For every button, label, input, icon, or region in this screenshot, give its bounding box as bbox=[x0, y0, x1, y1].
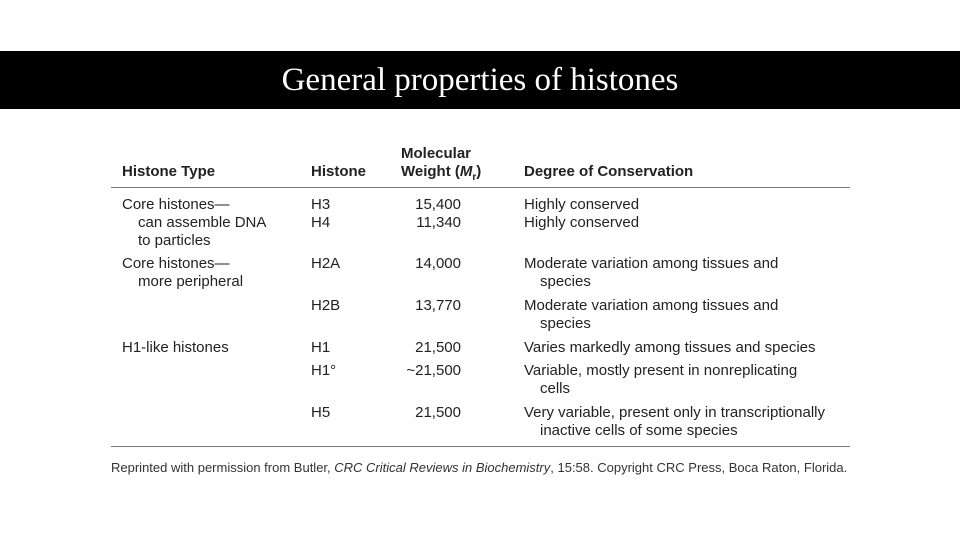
row-cons-h3: Highly conserved bbox=[524, 196, 640, 213]
row-histone-h3: H3 bbox=[311, 196, 331, 213]
row-histone-h5: H5 bbox=[311, 404, 331, 421]
row-cons-h5: Very variable, present only in transcriptionally bbox=[524, 404, 825, 421]
row-histone-h1: H1 bbox=[311, 339, 331, 356]
row-mw-h5: 21,500 bbox=[415, 404, 461, 421]
row-mw-h2a: 14,000 bbox=[415, 255, 461, 272]
group-h1like-label: H1-like histones bbox=[122, 339, 229, 356]
row-mw-h2b: 13,770 bbox=[415, 297, 461, 314]
group-peripheral-label-2: more peripheral bbox=[138, 273, 244, 290]
row-mw-h1-zero: ~21,500 bbox=[406, 362, 461, 379]
source-note: Reprinted with permission from Butler, CRC Critical Reviews in Biochemistry, 15:58. Copyright CRC Press, Boca Raton, Florida. bbox=[111, 460, 848, 475]
group-core-label-2: can assemble DNA bbox=[138, 214, 267, 231]
header-histone-type: Histone Type bbox=[122, 163, 216, 180]
row-cons-h2a: Moderate variation among tissues and bbox=[524, 255, 779, 272]
row-histone-h2b: H2B bbox=[311, 297, 341, 314]
row-cons-h4: Highly conserved bbox=[524, 214, 640, 231]
title-band bbox=[0, 51, 960, 109]
group-core-label-3: to particles bbox=[138, 232, 211, 249]
footer-rule bbox=[111, 446, 850, 447]
row-histone-h2a: H2A bbox=[311, 255, 341, 272]
row-cons-h5-2: inactive cells of some species bbox=[540, 422, 738, 439]
row-mw-h4: 11,340 bbox=[416, 214, 461, 231]
row-mw-h1: 21,500 bbox=[415, 339, 461, 356]
row-cons-h2b-2: species bbox=[540, 315, 591, 332]
row-cons-h1: Varies markedly among tissues and species bbox=[524, 339, 816, 356]
row-histone-h4: H4 bbox=[311, 214, 331, 231]
group-peripheral-label: Core histones— bbox=[122, 255, 230, 272]
row-cons-h2b: Moderate variation among tissues and bbox=[524, 297, 779, 314]
header-molecular: Molecular bbox=[401, 145, 472, 162]
header-conservation: Degree of Conservation bbox=[524, 163, 694, 180]
row-mw-h3: 15,400 bbox=[415, 196, 461, 213]
row-histone-h1-zero: H1° bbox=[311, 362, 337, 379]
header-histone: Histone bbox=[311, 163, 367, 180]
row-cons-h1-zero-2: cells bbox=[540, 380, 571, 397]
header-weight: Weight $(M_r)$ bbox=[401, 163, 482, 183]
row-cons-h2a-2: species bbox=[540, 273, 591, 290]
slide-title: General properties of histones bbox=[281, 62, 679, 98]
header-rule bbox=[111, 187, 850, 188]
row-cons-h1-zero: Variable, mostly present in nonreplicating bbox=[524, 362, 798, 379]
group-core-label: Core histones— bbox=[122, 196, 230, 213]
